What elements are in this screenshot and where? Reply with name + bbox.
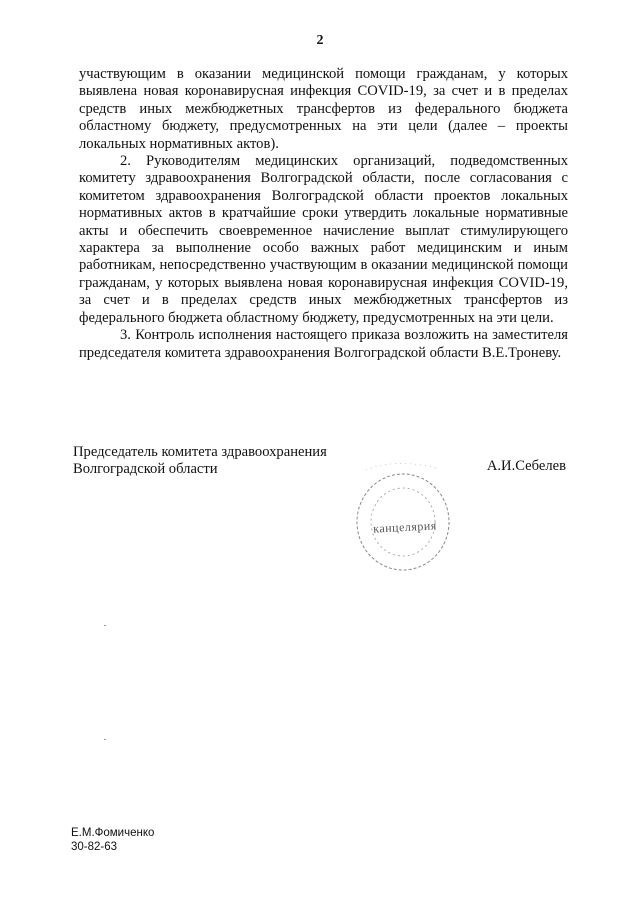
- margin-mark: [104, 739, 106, 740]
- signature-block: [73, 444, 568, 478]
- stamp-text: канцелярия: [372, 518, 438, 536]
- paragraph-item-3: 3. Контроль исполнения настоящего приказа возложить на заместителя председателя комитета здравоохранения Волгоградской области В.Е.Троневу.: [79, 327, 568, 361]
- page-number: 2: [316, 33, 324, 48]
- footer-executor: [71, 826, 154, 854]
- signatory-title-line-2: Волгоградской области: [73, 461, 218, 477]
- margin-mark: [104, 625, 106, 626]
- paragraph-item-2: 2. Руководителям медицинских организаций, подведомственных комитету здравоохранения Волгоградской области, после согласования с комитетом здравоохранения Волгоградской области проектов локальных нормативных актов в кратчайшие сроки утвердить локальные нормативные акты и обеспечить своевременное начисление выплат стимулирующего характера за выполнение особо важных работ медицинским и иным работникам, непосредственно участвующим в оказании медицинской помощи гражданам, у которых выявлена новая коронавирусная инфекция COVID-19, за счет и в пределах средств иных межбюджетных трансфертов из федерального бюджета областному бюджету, предусмотренных на эти цели.: [79, 153, 568, 326]
- paragraph-continuation: участвующим в оказании медицинской помощи гражданам, у которых выявлена новая коронавирусная инфекция COVID-19, за счет и в пределах средств иных межбюджетных трансфертов из федерального бюджета областному бюджету, предусмотренных на эти цели (далее – проекты локальных нормативных актов).: [79, 66, 568, 152]
- office-stamp: [346, 460, 458, 580]
- executor-phone: 30-82-63: [71, 841, 118, 853]
- document-body: [79, 66, 568, 362]
- signatory-title-line-1: Председатель комитета здравоохранения: [73, 444, 327, 460]
- signatory-name: А.И.Себелев: [486, 458, 566, 474]
- executor-name: Е.М.Фомиченко: [71, 827, 155, 839]
